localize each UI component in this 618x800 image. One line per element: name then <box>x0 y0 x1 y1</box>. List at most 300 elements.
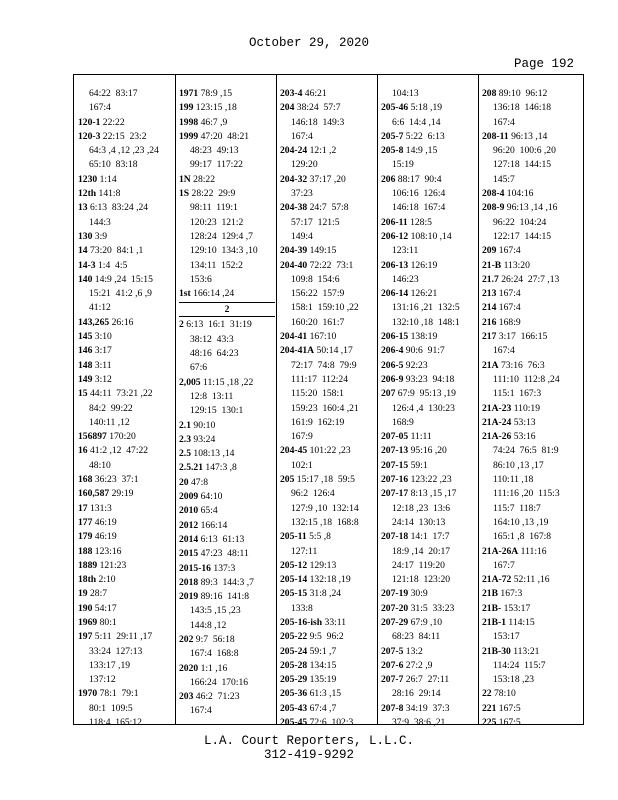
page-line-refs: 48:10 <box>89 459 111 471</box>
page-line-refs: 167:4 <box>493 116 515 128</box>
page-line-refs: 53:16 <box>513 431 536 443</box>
index-term: 205-46 <box>381 102 409 114</box>
page-line-refs: 133:17 ,19 <box>89 659 131 671</box>
index-entry <box>179 504 275 518</box>
index-entry <box>179 533 275 547</box>
index-term: 207-19 <box>381 588 409 600</box>
index-entry <box>78 173 174 187</box>
page-line-refs: 44:11 73:21 ,22 <box>90 388 153 400</box>
index-entry <box>280 687 376 701</box>
page-line-refs: 145:7 <box>493 173 515 185</box>
index-term: 217 <box>482 331 497 343</box>
page-line-refs: 15:21 41:2 ,6 ,9 <box>89 288 152 300</box>
index-term: 1969 <box>78 616 98 628</box>
index-entry <box>179 101 275 115</box>
page-line-refs: 3:17 166:15 <box>498 331 548 343</box>
index-term: 2019 <box>179 591 199 603</box>
page-line-refs: 48:16 64:23 <box>190 348 239 360</box>
page-line-refs: 126:19 <box>410 259 438 271</box>
page-line-refs: 80:1 <box>99 616 117 628</box>
index-term: 18th <box>78 574 97 586</box>
index-entry <box>280 630 376 644</box>
page-line-refs: 167:4 168:8 <box>190 648 239 660</box>
page-line-refs: 96:22 104:24 <box>493 216 547 228</box>
index-term: 20 <box>179 476 189 488</box>
index-entry <box>280 645 376 659</box>
index-entry <box>78 130 174 173</box>
page-line-refs: 18:9 ,14 20:17 <box>392 545 451 557</box>
page-line-refs: 46:2 71:23 <box>195 691 240 703</box>
page-line-refs: 167:9 <box>291 431 313 443</box>
index-term: 206 <box>381 173 396 185</box>
page-line-refs: 149:4 <box>291 230 313 242</box>
page-line-refs: 48:23 49:13 <box>190 145 239 157</box>
index-entry <box>482 130 578 187</box>
index-term: 148 <box>78 359 93 371</box>
index-term: 21A <box>482 359 499 371</box>
index-term: 207-05 <box>381 431 409 443</box>
index-term: 21A-24 <box>482 416 512 428</box>
index-entry <box>78 373 174 387</box>
page-line-refs: 46:19 <box>94 516 117 528</box>
index-term: 2009 <box>179 491 199 503</box>
page-line-refs: 33:11 <box>324 616 347 628</box>
page-line-refs: 37:23 <box>291 188 313 200</box>
index-entry <box>482 430 578 544</box>
page-line-refs: 137:12 <box>89 674 116 686</box>
page-line-refs: 72:17 74:8 79:9 <box>291 359 357 371</box>
index-entry <box>381 659 477 673</box>
index-entry <box>78 273 174 316</box>
index-term: 179 <box>78 531 93 543</box>
index-term: 205-43 <box>280 702 308 714</box>
page-line-refs: 111:10 112:8 ,24 <box>493 373 560 385</box>
index-term: 2.3 <box>179 433 191 445</box>
page-line-refs: 78:10 <box>494 688 516 700</box>
page-line-refs: 65:10 83:18 <box>89 159 138 171</box>
index-term: 21-B <box>482 259 502 271</box>
index-entry <box>482 201 578 244</box>
index-term: 1999 <box>179 130 199 142</box>
page-line-refs: 102:1 <box>291 459 313 471</box>
page-line-refs: 159:23 160:4 ,21 <box>291 402 359 414</box>
page-number: Page 192 <box>513 57 574 71</box>
page-line-refs: 108:10 ,14 <box>410 230 452 242</box>
index-term: 1230 <box>78 173 98 185</box>
page-line-refs: 126:21 <box>410 288 438 300</box>
page-line-refs: 78:9 ,15 <box>200 88 233 99</box>
index-entry <box>78 602 174 616</box>
page-line-refs: 129:20 <box>291 159 318 171</box>
index-entry <box>381 287 477 330</box>
page-line-refs: 37:17 ,20 <box>309 173 346 185</box>
index-entry <box>78 687 174 730</box>
index-term: 205-28 <box>280 659 308 671</box>
page-line-refs: 141:8 <box>98 188 121 200</box>
index-entry <box>482 259 578 273</box>
index-term: 1st <box>179 288 191 300</box>
page-line-refs: 24:7 57:8 <box>309 202 349 214</box>
index-entry <box>482 287 578 301</box>
index-entry <box>482 416 578 430</box>
page-line-refs: 5:22 6:13 <box>405 130 445 142</box>
index-entry <box>280 559 376 573</box>
index-entry <box>381 487 477 530</box>
page-line-refs: 86:10 ,13 ,17 <box>493 459 544 471</box>
page-line-refs: 143:5 ,15 ,23 <box>190 605 241 617</box>
index-term: 1S <box>179 188 190 200</box>
index-entry <box>482 587 578 601</box>
index-term: 207-16 <box>381 474 409 486</box>
page-line-refs: 57:17 121:5 <box>291 216 340 228</box>
index-entry <box>78 201 174 230</box>
index-entry <box>381 602 477 616</box>
index-entry <box>179 461 275 475</box>
page-line-refs: 126:4 ,4 130:23 <box>392 402 455 414</box>
page-line-refs: 133:8 <box>291 602 313 614</box>
index-entry <box>482 244 578 258</box>
page-line-refs: 131:3 <box>90 502 112 514</box>
page-line-refs: 14:9 ,15 <box>405 145 438 157</box>
index-entry <box>482 573 578 587</box>
word-index-frame <box>73 74 584 729</box>
index-entry <box>78 430 174 444</box>
page-line-refs: 15:17 ,18 59:5 <box>296 474 355 486</box>
page-line-refs: 67:6 <box>190 362 208 374</box>
page-line-refs: 156:22 157:9 <box>291 288 345 300</box>
page-line-refs: 121:18 123:20 <box>392 574 451 586</box>
index-term: 2020 <box>179 662 199 674</box>
page-line-refs: 166:14 <box>200 519 228 531</box>
page-line-refs: 1:1 ,16 <box>200 662 228 674</box>
page-line-refs: 96:13 ,14 <box>511 130 548 142</box>
index-term: 21B <box>482 588 498 600</box>
page-line-refs: 41:2 ,12 47:22 <box>90 445 149 457</box>
page-line-refs: 41:12 <box>89 302 111 314</box>
page-line-refs: 167:5 <box>498 717 521 729</box>
page-line-refs: 104:16 <box>506 188 534 200</box>
footer-company: L.A. Court Reporters, L.L.C. <box>203 734 415 748</box>
index-entry <box>78 516 174 530</box>
index-entry <box>78 559 174 573</box>
page-line-refs: 123:15 ,18 <box>195 102 237 114</box>
page-line-refs: 167:4 <box>493 345 515 357</box>
page-line-refs: 65:4 <box>200 505 218 517</box>
page-line-refs: 28:22 29:9 <box>191 188 236 200</box>
page-line-refs: 61:3 ,15 <box>309 688 342 700</box>
index-term: 206-12 <box>381 230 409 242</box>
page-line-refs: 132:15 ,18 168:8 <box>291 516 359 528</box>
page-line-refs: 108:13 ,14 <box>193 448 235 460</box>
page-line-refs: 12:8 13:11 <box>190 390 234 402</box>
index-entry <box>179 287 275 301</box>
index-term: 12th <box>78 188 97 200</box>
column-divider <box>478 75 479 724</box>
page-line-refs: 11:11 <box>410 431 432 443</box>
index-term: 207-6 <box>381 659 404 671</box>
page-line-refs: 165:1 ,8 167:8 <box>493 531 552 543</box>
index-entry <box>280 201 376 244</box>
index-term: 130 <box>78 230 93 242</box>
page-line-refs: 153:17 <box>503 602 531 614</box>
page-line-refs: 121:23 <box>99 559 127 571</box>
page-line-refs: 46:19 <box>94 531 117 543</box>
index-term: 145 <box>78 331 93 343</box>
index-term: 168 <box>78 474 93 486</box>
index-term: 15 <box>78 388 88 400</box>
page-line-refs: 78:1 79:1 <box>99 688 139 700</box>
index-entry <box>280 173 376 202</box>
index-entry <box>381 473 477 487</box>
index-column-3 <box>280 87 376 730</box>
page-line-refs: 104:13 <box>392 88 419 99</box>
index-term: 1889 <box>78 559 98 571</box>
page-line-refs: 137:3 <box>213 562 236 574</box>
page-line-refs: 127:9 ,10 132:14 <box>291 502 359 514</box>
index-term: 21B-30 <box>482 645 511 657</box>
column-divider <box>175 75 176 724</box>
page-line-refs: 96:13 ,14 ,16 <box>506 202 558 214</box>
index-term: 216 <box>482 316 497 328</box>
index-entry <box>381 645 477 659</box>
page-line-refs: 29:19 <box>111 488 134 500</box>
page-line-refs: 6:13 61:13 <box>200 533 245 545</box>
index-entry <box>179 476 275 490</box>
index-term: 146 <box>78 345 93 357</box>
index-entry <box>78 359 174 373</box>
page-line-refs: 90:10 <box>193 419 216 431</box>
index-entry <box>381 173 477 216</box>
page-line-refs: 89:10 96:12 <box>498 88 548 99</box>
index-entry <box>381 430 477 444</box>
page-line-refs: 68:23 84:11 <box>392 631 441 643</box>
index-term: 2014 <box>179 533 199 545</box>
page-line-refs: 33:24 127:13 <box>89 645 143 657</box>
page-line-refs: 64:22 83:17 <box>89 88 138 99</box>
index-entry <box>179 519 275 533</box>
page-line-refs: 113:21 <box>513 645 540 657</box>
page-line-refs: 3:12 <box>94 373 112 385</box>
index-term: 177 <box>78 516 93 528</box>
index-term: 1998 <box>179 116 199 128</box>
page-line-refs: 129:13 <box>309 559 337 571</box>
page-line-refs: 12:18 ,23 13:6 <box>392 502 451 514</box>
index-entry <box>179 130 275 173</box>
index-entry <box>381 259 477 288</box>
index-term: 21.7 <box>482 273 499 285</box>
index-term: 202 <box>179 633 194 645</box>
page-line-refs: 134:15 <box>309 659 337 671</box>
index-entry <box>381 230 477 259</box>
page-line-refs: 167:4 <box>498 245 521 257</box>
index-term: 13 <box>78 202 88 214</box>
page-line-refs: 67:9 ,10 <box>410 616 443 628</box>
page-line-refs: 167:5 <box>498 702 521 714</box>
index-entry <box>78 502 174 516</box>
index-entry <box>280 702 376 716</box>
page-line-refs: 111:17 112:24 <box>291 373 349 385</box>
page-line-refs: 101:22 ,23 <box>309 445 351 457</box>
index-entry <box>280 344 376 444</box>
index-entry <box>179 562 275 576</box>
index-entry <box>280 144 376 173</box>
page-line-refs: 93:23 94:18 <box>405 373 455 385</box>
page-line-refs: 129:15 130:1 <box>190 405 244 417</box>
index-entry <box>280 444 376 473</box>
page-line-refs: 3:9 <box>94 230 108 242</box>
index-term: 205-12 <box>280 559 308 571</box>
index-entry <box>78 473 174 487</box>
index-term: 1971 <box>179 88 199 99</box>
page-line-refs: 54:17 <box>94 602 117 614</box>
page-line-refs: 89:16 141:8 <box>200 591 250 603</box>
index-entry <box>78 259 174 273</box>
page-line-refs: 47:20 48:21 <box>200 130 250 142</box>
page-line-refs: 50:14 ,17 <box>316 345 353 357</box>
page-line-refs: 73:20 84:1 ,1 <box>90 245 144 257</box>
page-line-refs: 8:13 ,15 ,17 <box>410 488 457 500</box>
page-line-refs: 59:1 <box>410 459 428 471</box>
index-term: 188 <box>78 545 93 557</box>
page-line-refs: 132:18 ,19 <box>309 574 351 586</box>
page-line-refs: 168:9 <box>392 416 414 428</box>
page-line-refs: 5:18 ,19 <box>410 102 443 114</box>
page-line-refs: 6:6 14:4 ,14 <box>392 116 441 128</box>
index-term: 208-9 <box>482 202 505 214</box>
page-line-refs: 96:2 126:4 <box>291 488 335 500</box>
page-line-refs: 1:4 4:5 <box>98 259 128 271</box>
index-term: 213 <box>482 288 497 300</box>
index-entry <box>280 530 376 559</box>
index-term: 206-11 <box>381 216 408 228</box>
index-term: 22 <box>482 688 492 700</box>
page-line-refs: 167:4 <box>291 130 313 142</box>
page-line-refs: 31:8 ,24 <box>309 588 342 600</box>
column-divider <box>377 75 378 724</box>
index-term: 2012 <box>179 519 199 531</box>
index-column-5 <box>482 87 578 730</box>
page-line-refs: 123:16 <box>94 545 122 557</box>
index-entry <box>78 444 174 473</box>
index-term: 207-8 <box>381 702 404 714</box>
index-entry <box>381 702 477 731</box>
page-line-refs: 115:1 167:3 <box>493 388 542 400</box>
index-term: 214 <box>482 302 497 314</box>
index-entry <box>179 419 275 433</box>
page-line-refs: 109:8 154:6 <box>291 273 340 285</box>
page-line-refs: 111:16 <box>520 545 547 557</box>
index-term: 207 <box>381 388 396 400</box>
index-term: 190 <box>78 602 93 614</box>
index-term: 199 <box>179 102 194 114</box>
index-entry <box>482 187 578 201</box>
index-term: 21A-72 <box>482 574 512 586</box>
index-term: 207-20 <box>381 602 409 614</box>
page-line-refs: 52:11 ,16 <box>513 574 550 586</box>
index-entry <box>381 144 477 173</box>
page-line-refs: 3:10 <box>94 331 112 343</box>
page-line-refs: 118:4 165:12 <box>89 717 142 729</box>
index-entry <box>280 101 376 144</box>
page-line-refs: 146:18 167:4 <box>392 202 446 214</box>
page-line-refs: 36:23 37:1 <box>94 474 139 486</box>
index-term: 204-39 <box>280 245 308 257</box>
index-entry <box>78 587 174 601</box>
index-term: 208-11 <box>482 130 509 142</box>
page-line-refs: 64:3 ,4 ,12 ,23 ,24 <box>89 145 159 157</box>
index-entry <box>381 87 477 101</box>
index-entry <box>78 487 174 501</box>
index-entry <box>381 530 477 587</box>
page-line-refs: 166:24 170:16 <box>190 676 249 688</box>
index-term: 140 <box>78 273 93 285</box>
index-entry <box>482 616 578 645</box>
page-line-refs: 166:14 ,24 <box>193 288 235 300</box>
page-line-refs: 167:3 <box>500 588 523 600</box>
page-line-refs: 146:23 <box>392 273 419 285</box>
index-term: 205-7 <box>381 130 404 142</box>
page-line-refs: 27:2 ,9 <box>405 659 433 671</box>
page-line-refs: 110:19 <box>513 402 541 414</box>
index-term: 205-22 <box>280 631 308 643</box>
index-term: 204-24 <box>280 145 308 157</box>
index-entry <box>280 259 376 330</box>
index-entry <box>179 318 275 375</box>
page-line-refs: 153:17 <box>493 631 520 643</box>
page-line-refs: 129:10 134:3 ,10 <box>190 245 258 257</box>
index-term: 204-32 <box>280 173 308 185</box>
page-line-refs: 144:3 <box>89 216 111 228</box>
page-line-refs: 28:7 <box>90 588 108 600</box>
index-entry <box>381 373 477 387</box>
page-line-refs: 73:16 76:3 <box>500 359 545 371</box>
index-entry <box>78 616 174 630</box>
page-line-refs: 24:14 130:13 <box>392 516 446 528</box>
index-term: 207-13 <box>381 445 409 457</box>
page-line-refs: 120:23 121:2 <box>190 216 244 228</box>
page-line-refs: 134:11 152:2 <box>190 259 243 271</box>
index-term: 2015 <box>179 548 199 560</box>
page-line-refs: 138:19 <box>410 331 438 343</box>
page-line-refs: 88:17 90:4 <box>397 173 442 185</box>
page-line-refs: 114:15 <box>508 616 535 628</box>
page-line-refs: 96:20 100:6 ,20 <box>493 145 556 157</box>
index-term: 205-14 <box>280 574 308 586</box>
page-line-refs: 84:2 99:22 <box>89 402 133 414</box>
index-term: 120-1 <box>78 116 101 128</box>
index-entry <box>179 690 275 719</box>
index-term: 204 <box>280 102 295 114</box>
page-line-refs: 170:20 <box>109 431 136 443</box>
index-term: 2,005 <box>179 376 201 388</box>
index-entry <box>78 116 174 130</box>
index-entry <box>482 359 578 402</box>
page-line-refs: 14:9 ,24 15:15 <box>94 273 153 285</box>
page-line-refs: 99:17 117:22 <box>190 159 243 171</box>
index-term: 205-15 <box>280 588 308 600</box>
page-line-refs: 6:13 83:24 ,24 <box>90 202 149 214</box>
page-line-refs: 6:13 16:1 31:19 <box>186 319 252 331</box>
index-entry <box>381 330 477 344</box>
index-term: 208-4 <box>482 188 505 200</box>
index-entry <box>280 587 376 616</box>
index-term: 143,265 <box>78 316 110 328</box>
index-entry <box>381 344 477 358</box>
page-line-refs: 59:1 ,7 <box>309 645 337 657</box>
section-heading: 2 <box>179 302 275 317</box>
page-line-refs: 26:7 27:11 <box>405 674 450 686</box>
index-term: 21A-23 <box>482 402 512 414</box>
